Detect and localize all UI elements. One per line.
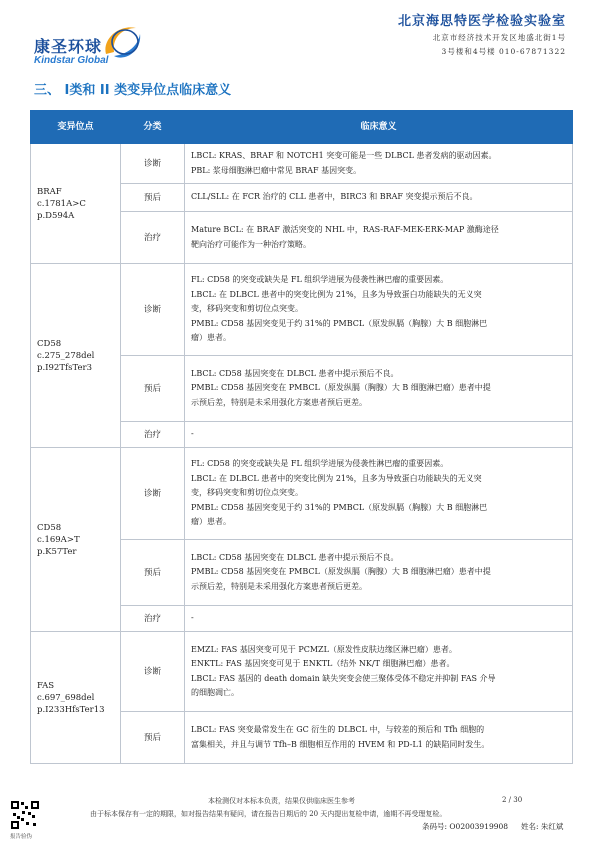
- clinical-significance-cell: [185, 712, 573, 764]
- category-cell: 预后: [121, 356, 185, 422]
- clinical-significance-line: Mature BCL: 在 BRAF 激活突变的 NHL 中，RAS-RAF-MEK-ERK-MAP 激酶途径: [191, 225, 499, 234]
- clinical-significance-line: PMBL: CD58 基因突变见于约 31%的 PMBCL（原发纵膈（胸腺）大 B 细胞淋巴: [191, 502, 488, 512]
- clinical-significance-line: ENKTL: FAS 基因突变可见于 ENKTL（结外 NK/T 细胞淋巴瘤）患者。: [191, 659, 455, 668]
- category-cell: 预后: [121, 540, 185, 606]
- lab-address-line2: 3号楼和4号楼 010-67871322: [441, 47, 566, 56]
- header-variant: 变异位点: [31, 111, 121, 144]
- variant-text: p.K57Ter: [37, 546, 77, 557]
- clinical-significance-line: 示预后差，特别是未采用强化方案患者预后更差。: [191, 581, 367, 591]
- clinical-significance-cell: [185, 184, 573, 212]
- clinical-significance-cell: [185, 422, 573, 448]
- category-cell: 治疗: [121, 212, 185, 264]
- variant-text: c.275_278del: [37, 350, 95, 361]
- table-row: [31, 448, 573, 540]
- variant-text: c.169A>T: [37, 534, 80, 545]
- clinical-significance-cell: [185, 264, 573, 356]
- variant-cell: [31, 632, 121, 764]
- clinical-significance-line: -: [191, 613, 194, 623]
- clinical-significance-line: 靶向治疗可能作为一种治疗策略。: [191, 239, 311, 249]
- clinical-significance-line: 瘤）患者。: [191, 517, 231, 527]
- logo-text-en: Kindstar Global: [34, 55, 109, 66]
- clinical-significance-cell: [185, 540, 573, 606]
- category-cell: 治疗: [121, 606, 185, 632]
- table-row: [31, 632, 573, 712]
- clinical-significance-line: 富集相关，并且与调节 Tfh–B 细胞相互作用的 HVEM 和 PD-L1 的缺陷同时发生。: [191, 739, 490, 749]
- clinical-significance-line: 的细胞凋亡。: [191, 688, 239, 697]
- variant-text: CD58: [37, 522, 62, 533]
- clinical-significance-line: LBCL: CD58 基因突变在 DLBCL 患者中提示预后不良。: [191, 552, 399, 562]
- variant-text: c.697_698del: [37, 692, 95, 703]
- variant-text: CD58: [37, 338, 62, 349]
- footer-retest-note: 由于标本保存有一定的期限，如对报告结果有疑问，请在报告日期后的 20 天内提出复检申请，逾期不再受理复检。: [90, 810, 447, 818]
- barcode-number: 条码号: O02003919908: [422, 822, 509, 831]
- clinical-significance-line: LBCL: KRAS、BRAF 和 NOTCH1 突变可能是一些 DLBCL 患者发病的驱动因素。: [191, 151, 497, 160]
- clinical-significance-line: LBCL: FAS 突变最常发生在 GC 衍生的 DLBCL 中，与较差的预后和 Tfh 细胞的: [191, 725, 485, 734]
- clinical-significance-line: EMZL: FAS 基因突变可见于 PCMZL（原发性皮肤边缘区淋巴瘤）患者。: [191, 644, 457, 654]
- table-header-row: [31, 111, 573, 144]
- category-cell: 诊断: [121, 448, 185, 540]
- variant-text: c.1781A>C: [37, 198, 86, 209]
- variant-cell: [31, 264, 121, 448]
- clinical-significance-line: LBCL: CD58 基因突变在 DLBCL 患者中提示预后不良。: [191, 368, 399, 378]
- clinical-significance-line: 变，移码突变和剪切位点突变。: [191, 304, 303, 314]
- category-cell: 预后: [121, 712, 185, 764]
- patient-name: 姓名: 朱红斌: [521, 822, 564, 831]
- clinical-significance-cell: [185, 606, 573, 632]
- clinical-significance-cell: [185, 356, 573, 422]
- clinical-significance-cell: [185, 144, 573, 184]
- clinical-significance-line: LBCL: 在 DLBCL 患者中的突变比例为 21%，且多为导致蛋白功能缺失的无义突: [191, 289, 482, 299]
- category-cell: 预后: [121, 184, 185, 212]
- variant-text: p.I92TfsTer3: [37, 362, 93, 373]
- variant-cell: [31, 448, 121, 632]
- variant-text: FAS: [37, 680, 55, 691]
- clinical-significance-line: PMBL: CD58 基因突变在 PMBCL（原发纵膈（胸腺）大 B 细胞淋巴瘤）患者中提: [191, 383, 491, 393]
- lab-info: [398, 10, 566, 57]
- section-title: 三、 I类和 II 类变异位点临床意义: [34, 83, 232, 98]
- lab-address-line1: 北京市经济技术开发区地盛北街1号: [432, 33, 566, 42]
- clinical-significance-line: -: [191, 429, 194, 439]
- variant-text: p.D594A: [37, 210, 75, 221]
- clinical-significance-line: PMBL: CD58 基因突变在 PMBCL（原发纵膈（胸腺）大 B 细胞淋巴瘤）患者中提: [191, 567, 491, 577]
- header-clinical-significance: 临床意义: [185, 111, 573, 144]
- clinical-significance-line: 变，移码突变和剪切位点突变。: [191, 488, 303, 498]
- clinical-significance-cell: [185, 448, 573, 540]
- category-cell: 诊断: [121, 632, 185, 712]
- category-cell: 治疗: [121, 422, 185, 448]
- logo-text-cn: 康圣环球: [34, 37, 103, 56]
- table-row: [31, 264, 573, 356]
- clinical-significance-line: PBL: 浆母细胞淋巴瘤中常见 BRAF 基因突变。: [191, 165, 362, 175]
- page-number: 2 / 30: [502, 796, 523, 804]
- clinical-significance-line: LBCL: 在 DLBCL 患者中的突变比例为 21%，且多为导致蛋白功能缺失的无义突: [191, 473, 482, 483]
- variant-cell: [31, 144, 121, 264]
- clinical-significance-line: FL: CD58 的突变或缺失是 FL 组织学进展为侵袭性淋巴瘤的重要因素。: [191, 275, 449, 285]
- clinical-significance-cell: [185, 632, 573, 712]
- clinical-significance-line: LBCL: FAS 基因的 death domain 缺失突变会使三聚体受体不稳定并抑制 FAS 介导: [191, 673, 496, 683]
- variant-text: BRAF: [37, 186, 62, 197]
- variant-significance-table: [30, 110, 573, 764]
- clinical-significance-cell: [185, 212, 573, 264]
- clinical-significance-line: 瘤）患者。: [191, 333, 231, 343]
- category-cell: 诊断: [121, 264, 185, 356]
- clinical-significance-line: FL: CD58 的突变或缺失是 FL 组织学进展为侵袭性淋巴瘤的重要因素。: [191, 459, 449, 469]
- footer-disclaimer: 本检测仅对本标本负责，结果仅供临床医生参考: [208, 797, 355, 805]
- clinical-significance-line: 示预后差，特别是未采用强化方案患者预后更差。: [191, 397, 367, 407]
- table-row: [31, 144, 573, 184]
- lab-name: 北京海思特医学检验实验室: [397, 14, 566, 29]
- header-category: 分类: [121, 111, 185, 144]
- qr-code-icon: [10, 800, 40, 830]
- category-cell: 诊断: [121, 144, 185, 184]
- variant-text: p.I233HfsTer13: [37, 704, 105, 715]
- clinical-significance-line: CLL/SLL: 在 FCR 治疗的 CLL 患者中，BIRC3 和 BRAF 突变提示预后不良。: [191, 192, 478, 202]
- clinical-significance-line: PMBL: CD58 基因突变见于约 31%的 PMBCL（原发纵膈（胸腺）大 B 细胞淋巴: [191, 318, 488, 328]
- company-logo: [34, 22, 144, 68]
- qr-code-label: 报告验伪: [10, 834, 33, 840]
